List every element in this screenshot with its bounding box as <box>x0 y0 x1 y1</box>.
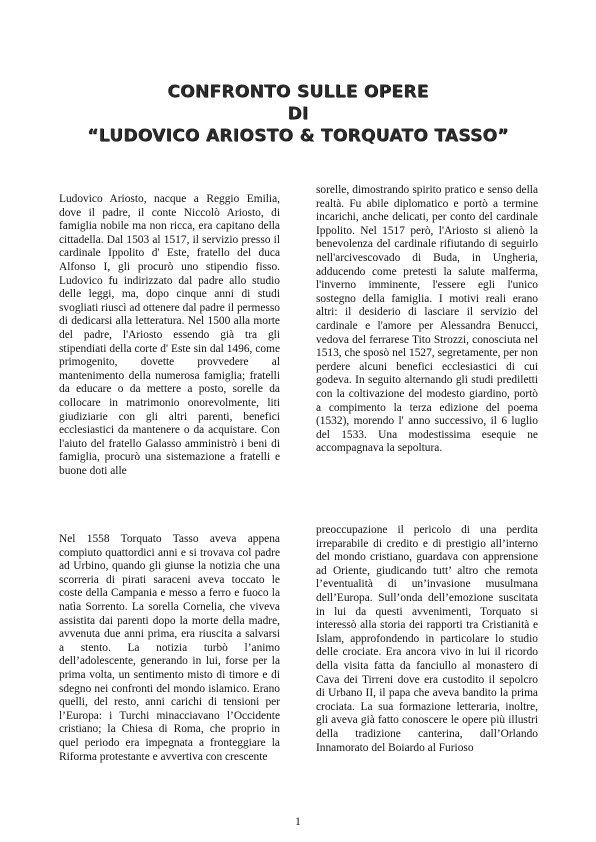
tasso-paragraph-left: Nel 1558 Torquato Tasso aveva appena compiuto quattordici anni e si trovava col padre ad Urbino, quando gli giunse la notizia che una scorreria di pirati saraceni aveva toccato le coste della Campania e messo a ferro e fuoco la natìa Sorrento. La sorella Cornelia, che viveva assistita dai parenti dopo la morte della madre, avvenuta due anni prima, era riuscita a salvarsi a stento. La notizia turbò l’animo dell’adolescente, generando in lui, forse per la prima volta, un sentimento misto di timore e di sdegno nei confronti del mondo islamico. Erano quelli, del resto, anni carichi di tensioni per l’Europa: i Turchi minacciavano l’Occidente cristiano; la Chiesa di Roma, che proprio in quel periodo era impegnata a fronteggiare la Riforma protestante e avvertiva con crescente <box>59 533 280 763</box>
ariosto-paragraph-right: sorelle, dimostrando spirito pratico e senso della realtà. Fu abile diplomatico e portò a termine incarichi, anche delicati, per conto del cardinale Ippolito. Nel 1517 però, l'Ariosto si alienò la benevolenza del cardinale rifiutando di seguirlo nell'arcivescovado di Buda, in Ungheria, adducendo come pretesti la salute malferma, l'inverno imminente, l'essere egli l'unico sostegno della famiglia. I motivi reali erano altri: il desiderio di lasciare il servizio del cardinale e l'amore per Alessandra Benucci, vedova del ferrarese Tito Strozzi, conosciuta nel 1513, che sposò nel 1527, segretamente, per non perdere alcuni benefici ecclesiastici di cui godeva. In seguito alternando gli studi prediletti con la coltivazione del modesto giardino, portò a compimento la terza edizione del poema (1532), morendo l' anno successivo, il 6 luglio del 1533. Una modestissima esequie ne accompagnava la sepoltura. <box>316 184 538 455</box>
title-line-3: “LUDOVICO ARIOSTO & TORQUATO TASSO” <box>87 126 509 146</box>
ariosto-paragraph-left: Ludovico Ariosto, nacque a Reggio Emilia, dove il padre, il conte Niccolò Ariosto, di famiglia nobile ma non ricca, era capitano della cittadella. Dal 1503 al 1517, il servizio presso il cardinale Ippolito d' Este, fratello del duca Alfonso I, gli procurò uno stipendio fisso. Ludovico fu indirizzato dal padre allo studio delle leggi, ma, dopo cinque anni di studi svogliati riuscì ad ottenere dal padre il permesso di dedicarsi alla letteratura. Nel 1500 alla morte del padre, l'Ariosto essendo già tra gli stipendiati della corte d' Este sin dal 1496, come primogenito, dovette provvedere al mantenimento della numerosa famiglia; fratelli da educare o da mettere a posto, sorelle da collocare in matrimonio onorevolmente, liti giudiziarie con gli altri parenti, benefici ecclesiastici da mantenere o da acquistare. Con l'aiuto del fratello Galasso amministrò i beni di famiglia, procurò una sistemazione a fratelli e buone doti alle <box>59 193 280 477</box>
page-number: 1 <box>295 816 301 828</box>
title-line-2: DI <box>287 104 309 124</box>
tasso-paragraph-right: preoccupazione il pericolo di una perdita irreparabile di credito e di prestigio all’interno del mondo cristiano, guardava con apprensione ad Oriente, giudicando tutt’ altro che remota l’eventualità di un’invasione musulmana dell’Europa. Sull’onda dell’emozione suscitata in lui da questi avvenimenti, Torquato si interessò alla storia dei rapporti tra Cristianità e Islam, approfondendo in particolare lo studio delle crociate. Era ancora vivo in lui il ricordo della visita fatta da fanciullo al monastero di Cava dei Tirreni dove era custodito il sepolcro di Urbano II, il papa che aveva bandito la prima crociata. La sua formazione letteraria, inoltre, gli aveva già fatto conoscere le opere più illustri della tradizione canterina, dall’Orlando Innamorato del Boiardo al Furioso <box>316 524 538 754</box>
document-title <box>40 81 556 147</box>
title-line-1: CONFRONTO SULLE OPERE <box>167 82 429 102</box>
